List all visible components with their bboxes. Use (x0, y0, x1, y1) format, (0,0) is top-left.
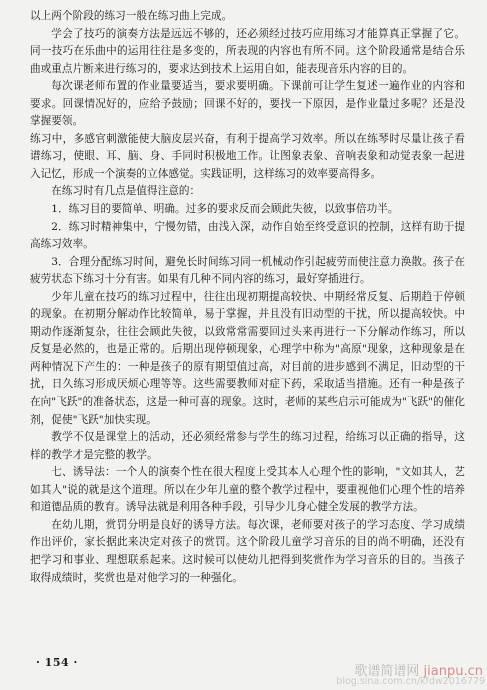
paragraph: 练习中，多感官刺激能使大脑皮层兴奋，有利于提高学习效率。所以在练琴时尽量让孩子看谱练习，使眼、耳、脑、身、手同时积极地工作。让图象表象、音响表象和动觉表象一起进入记忆，形成一个演奏的立体感觉。实践证明，这样练习的效率要高得多。 (30, 132, 465, 180)
watermark-prefix: 歌谱简谱网 (354, 664, 424, 679)
paragraph: 2．练习时精神集中，宁慢勿错，由浅入深，动作自始至终受意识的控制，这样有助于提高练习效率。 (30, 220, 465, 251)
paragraph: 3．合理分配练习时间，避免长时间练习同一机械动作引起疲劳而使注意力涣散。孩子在疲劳状态下练习十分有害。如果有几种不同内容的练习，最好穿插进行。 (30, 255, 465, 286)
paragraph: 少年儿童在技巧的练习过程中，往往出现初期提高较快、中期经常反复、后期趋于停顿的现象。在初期分解动作比较简单，易于掌握，并且没有旧动型的干扰，所以提高较快。中期动作逐渐复杂，往往会顾此失彼，以致常常需要回过头来再进行一下分解动作练习，所以反复是必然的，也是正常的。后期出现停顿现象，心理学中称为"高原"现象，这种现象是在两种情况下产生的：一种是孩子的原有期望值过高，对目前的进步感到不满足，旧动型的干扰，日久练习形成厌烦心理等等。这些需要教师对症下药，采取适当措施。还有一种是孩子在向"飞跃"的准备状态，这是一种可喜的现象。这时，老师的某些启示可能成为"飞跃"的催化剂，促使"飞跃"加快实现。 (30, 290, 465, 426)
watermark-url: blog.sina.com.cn/kfdw2016779 (336, 676, 485, 687)
watermark-site: jianpu.cn (423, 664, 483, 679)
paragraph: 1．练习目的要简单、明确。过多的要求反而会顾此失彼，以致事倍功半。 (51, 203, 399, 216)
body-text (30, 8, 465, 587)
paragraph: 以上两个阶段的练习一般在练习曲上完成。 (30, 10, 233, 22)
paragraph: 每次课老师布置的作业量要适当，要求要明确。下课前可让学生复述一遍作业的内容和要求。回课情况好的，应给予鼓励；回课不好的，要找一下原因，是作业量过多呢？还是没掌握要领。 (30, 80, 465, 128)
paragraph: 教学不仅是课堂上的活动，还必须经常参与学生的练习过程，给练习以正确的指导，这样的教学才是完整的教学。 (30, 431, 465, 461)
paragraph: 在练习时有几点是值得注意的： (51, 185, 201, 198)
paragraph: 在幼儿期，赏罚分明是良好的诱导方法。每次课，老师要对孩子的学习态度、学习成绩作出评价，家长据此来决定对孩子的赏罚。这个阶段儿童学习音乐的目的尚不明确，还没有把学习和事业、理想联系起来。这时候可以使幼儿把得到奖赏作为学习音乐的目的。当孩子取得成绩时，奖赏也是对他学习的一种强化。 (30, 518, 465, 584)
page-number: · 154 · (36, 656, 78, 669)
paragraph: 学会了技巧的演奏方法是远远不够的，还必须经过技巧应用练习才能算真正掌握了它。同一技巧在乐曲中的运用往往是多变的，所表现的内容也有所不同。这个阶段通常是结合乐曲或重点片断来进行练习的，要求达到技术上运用自如，能表现音乐内容的目的。 (30, 27, 465, 75)
paragraph: 七、诱导法：一个人的演奏个性在很大程度上受其本人心理个性的影响，"文如其人，艺如其人"说的就是这个道理。所以在少年儿童的整个教学过程中，要重视他们心理个性的培养和道德品质的教育。诱导法就是利用各种手段，引导少儿身心健全发展的教学方法。 (30, 466, 465, 514)
